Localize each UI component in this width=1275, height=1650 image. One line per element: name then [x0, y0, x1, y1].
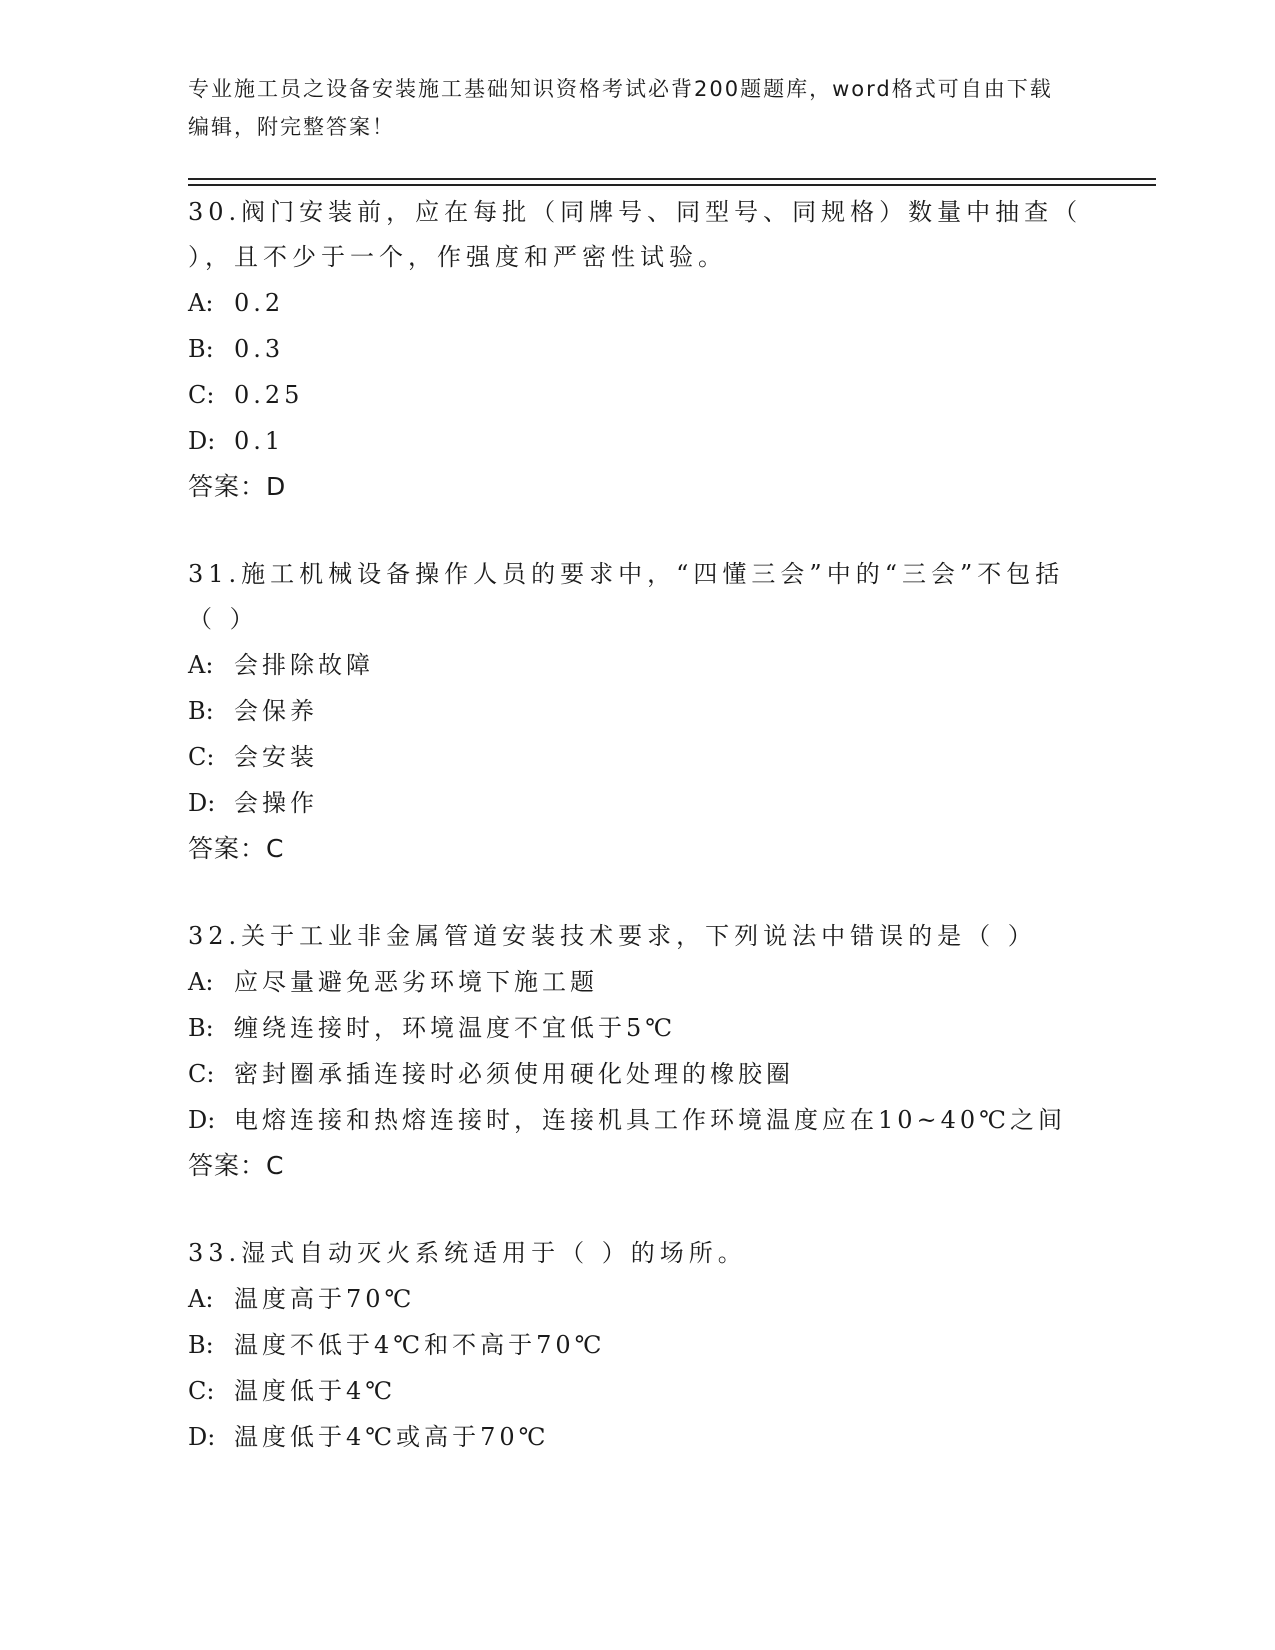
option-label: A:	[188, 651, 214, 679]
option-b	[188, 1005, 1088, 1051]
option-label: A:	[188, 289, 214, 317]
option-text: 0.3	[234, 335, 285, 363]
question-30	[188, 190, 1088, 510]
option-text: 0.25	[234, 381, 304, 409]
option-d	[188, 1414, 1088, 1460]
option-a	[188, 959, 1088, 1005]
option-c	[188, 1051, 1088, 1097]
option-a	[188, 280, 1088, 326]
option-d	[188, 1097, 1088, 1143]
option-label: D:	[188, 427, 216, 455]
option-text: 温度高于70℃	[234, 1285, 416, 1313]
header-divider-bottom	[188, 184, 1156, 186]
option-text: 会安装	[234, 743, 318, 771]
option-label: D:	[188, 789, 216, 817]
option-label: D:	[188, 1106, 216, 1134]
option-text: 温度低于4℃	[234, 1377, 397, 1405]
option-d	[188, 418, 1088, 464]
answer-line: 答案：D	[188, 472, 287, 501]
option-label: A:	[188, 1285, 214, 1313]
option-c	[188, 734, 1088, 780]
option-c	[188, 372, 1088, 418]
document-header: 专业施工员之设备安装施工基础知识资格考试必背200题题库，word格式可自由下载编辑，附完整答案！	[188, 77, 1053, 139]
option-label: B:	[188, 1331, 214, 1359]
question-stem: 33.湿式自动灭火系统适用于（ ）的场所。	[188, 1239, 747, 1267]
option-text: 0.1	[234, 427, 285, 455]
option-text: 温度低于4℃或高于70℃	[234, 1423, 550, 1451]
question-31	[188, 552, 1088, 872]
option-a	[188, 1276, 1088, 1322]
option-a	[188, 642, 1088, 688]
question-33	[188, 1231, 1088, 1460]
header-divider-top	[188, 178, 1156, 180]
question-32	[188, 914, 1088, 1189]
option-b	[188, 688, 1088, 734]
option-label: C:	[188, 381, 215, 409]
option-text: 0.2	[234, 289, 285, 317]
option-label: C:	[188, 1377, 215, 1405]
option-b	[188, 326, 1088, 372]
option-b	[188, 1322, 1088, 1368]
option-d	[188, 780, 1088, 826]
option-label: A:	[188, 968, 214, 996]
question-stem: 32.关于工业非金属管道安装技术要求，下列说法中错误的是（ ）	[188, 922, 1037, 950]
option-text: 密封圈承插连接时必须使用硬化处理的橡胶圈	[234, 1060, 794, 1088]
option-label: C:	[188, 1060, 215, 1088]
option-c	[188, 1368, 1088, 1414]
answer-line: 答案：C	[188, 834, 285, 863]
option-text: 会排除故障	[234, 651, 374, 679]
option-text: 电熔连接和热熔连接时，连接机具工作环境温度应在10~40℃之间	[234, 1106, 1067, 1134]
question-stem: 30.阀门安装前，应在每批（同牌号、同型号、同规格）数量中抽查（ ），且不少于一个，作强度和严密性试验。	[188, 198, 1083, 271]
option-label: B:	[188, 335, 214, 363]
option-text: 温度不低于4℃和不高于70℃	[234, 1331, 606, 1359]
option-text: 会保养	[234, 697, 318, 725]
option-label: D:	[188, 1423, 216, 1451]
option-text: 缠绕连接时，环境温度不宜低于5℃	[234, 1014, 677, 1042]
option-label: C:	[188, 743, 215, 771]
question-list	[188, 190, 1088, 1502]
answer-line: 答案：C	[188, 1151, 285, 1180]
option-text: 会操作	[234, 789, 318, 817]
option-label: B:	[188, 1014, 214, 1042]
option-text: 应尽量避免恶劣环境下施工题	[234, 968, 598, 996]
option-label: B:	[188, 697, 214, 725]
question-stem: 31.施工机械设备操作人员的要求中，“四懂三会”中的“三会”不包括（ ）	[188, 560, 1065, 633]
